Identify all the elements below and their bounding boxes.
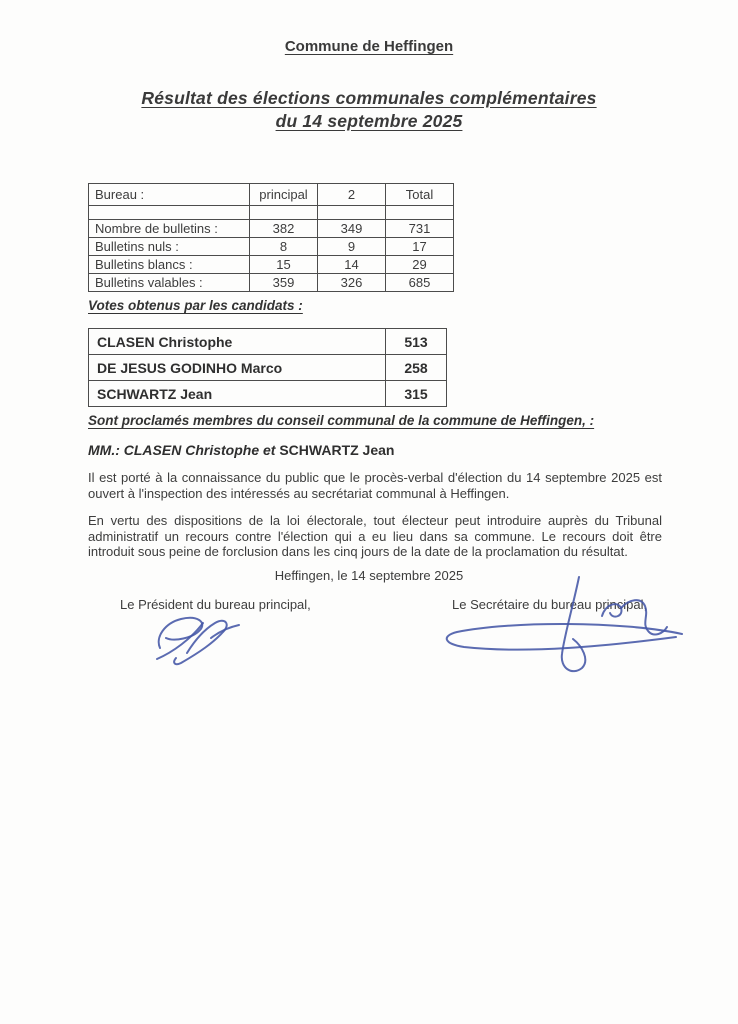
president-signature-label: Le Président du bureau principal, bbox=[120, 597, 311, 612]
document-title-line2: du 14 septembre 2025 bbox=[275, 111, 463, 131]
proclamation-heading bbox=[88, 413, 594, 428]
public-notice-paragraph: Il est porté à la connaissance du public que le procès-verbal d'élection du 14 septembre 2025 est ouvert à l'inspection des intéressés au secrétariat communal à Heffingen. bbox=[88, 470, 662, 501]
votes-section-heading-text: Votes obtenus par les candidats : bbox=[88, 298, 303, 313]
row-label: Bulletins valables : bbox=[89, 274, 250, 292]
commune-title-text: Commune de Heffingen bbox=[284, 38, 454, 55]
proclamation-heading-text: Sont proclamés membres du conseil communal de la commune de Heffingen, : bbox=[88, 413, 595, 428]
candidate-name: DE JESUS GODINHO Marco bbox=[89, 355, 386, 381]
secretary-signature-label: Le Secrétaire du bureau principal, bbox=[452, 597, 648, 612]
secretary-signature-icon bbox=[432, 574, 688, 692]
president-signature-icon bbox=[150, 608, 250, 672]
commune-title bbox=[0, 38, 738, 55]
candidates-table bbox=[88, 328, 447, 407]
row-value-principal: 15 bbox=[250, 256, 318, 274]
row-value-principal: 8 bbox=[250, 238, 318, 256]
candidate-row bbox=[89, 329, 447, 355]
document-title bbox=[0, 87, 738, 133]
empty-cell bbox=[318, 206, 386, 220]
row-value-bureau2: 349 bbox=[318, 220, 386, 238]
legal-recourse-paragraph: En vertu des dispositions de la loi électorale, tout électeur peut introduire auprès du Tribunal administratif un recours contre l'élection qui a eu lieu dans sa commune. Le recours doit être introduit sous peine de forclusion dans les cinq jours de la date de la proclamation du résultat. bbox=[88, 513, 662, 559]
row-label: Nombre de bulletins : bbox=[89, 220, 250, 238]
empty-cell bbox=[89, 206, 250, 220]
candidate-votes: 258 bbox=[386, 355, 447, 381]
table-row bbox=[89, 220, 454, 238]
row-value-bureau2: 9 bbox=[318, 238, 386, 256]
empty-cell bbox=[250, 206, 318, 220]
bureau-2-header-cell: 2 bbox=[318, 184, 386, 206]
table-row bbox=[89, 238, 454, 256]
bulletins-table-header-row bbox=[89, 184, 454, 206]
row-value-principal: 382 bbox=[250, 220, 318, 238]
proclaimed-members-suffix: SCHWARTZ Jean bbox=[279, 442, 395, 458]
candidate-name: SCHWARTZ Jean bbox=[89, 381, 386, 407]
document-title-line1: Résultat des élections communales complémentaires bbox=[141, 88, 597, 108]
candidate-row bbox=[89, 355, 447, 381]
table-row bbox=[89, 274, 454, 292]
votes-section-heading bbox=[88, 298, 303, 313]
row-label: Bulletins nuls : bbox=[89, 238, 250, 256]
proclaimed-members-line bbox=[88, 442, 394, 458]
row-value-total: 685 bbox=[386, 274, 454, 292]
candidate-row bbox=[89, 381, 447, 407]
candidate-votes: 315 bbox=[386, 381, 447, 407]
table-spacer-row bbox=[89, 206, 454, 220]
dateline: Heffingen, le 14 septembre 2025 bbox=[274, 568, 464, 583]
table-row bbox=[89, 256, 454, 274]
row-value-total: 17 bbox=[386, 238, 454, 256]
bureau-principal-header-cell: principal bbox=[250, 184, 318, 206]
bulletins-table bbox=[88, 183, 454, 292]
empty-cell bbox=[386, 206, 454, 220]
row-value-total: 29 bbox=[386, 256, 454, 274]
row-value-total: 731 bbox=[386, 220, 454, 238]
row-value-bureau2: 14 bbox=[318, 256, 386, 274]
bureau-header-cell: Bureau : bbox=[89, 184, 250, 206]
candidate-name: CLASEN Christophe bbox=[89, 329, 386, 355]
candidate-votes: 513 bbox=[386, 329, 447, 355]
row-value-principal: 359 bbox=[250, 274, 318, 292]
bureau-total-header-cell: Total bbox=[386, 184, 454, 206]
row-value-bureau2: 326 bbox=[318, 274, 386, 292]
proclaimed-members-prefix: MM.: CLASEN Christophe et bbox=[88, 442, 280, 458]
row-label: Bulletins blancs : bbox=[89, 256, 250, 274]
